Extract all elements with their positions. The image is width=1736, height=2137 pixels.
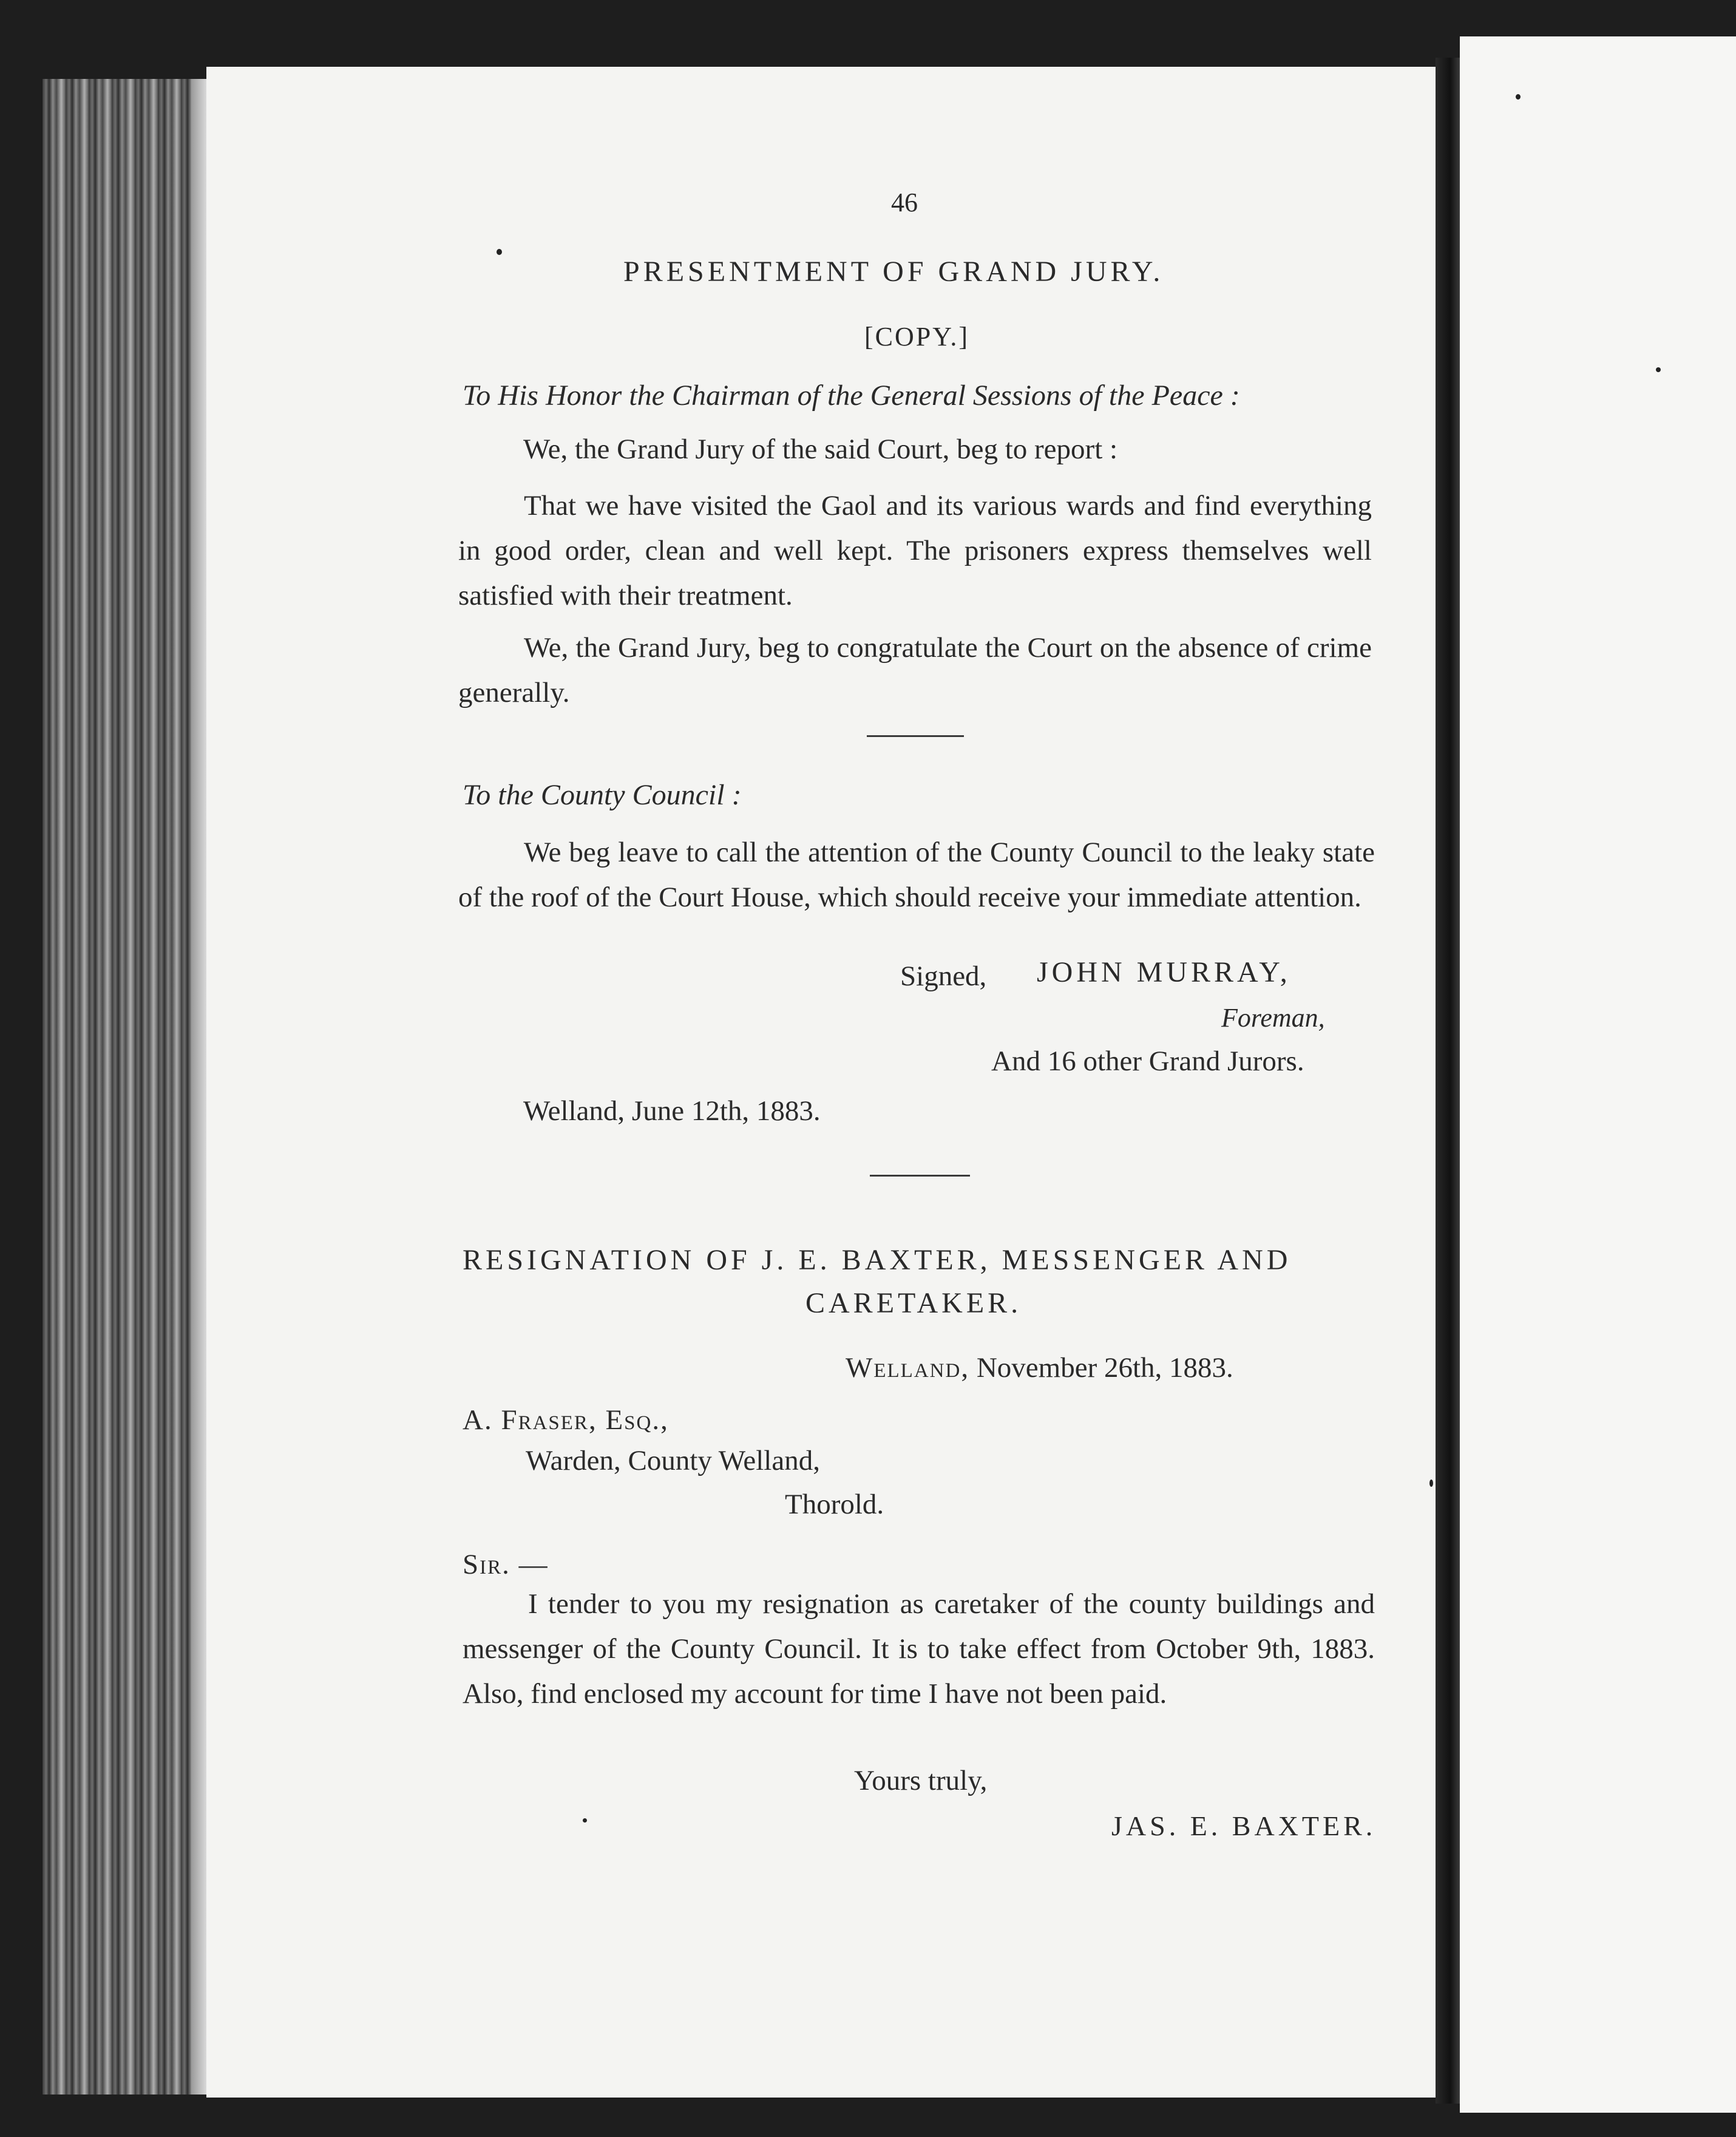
section-title-resignation: RESIGNATION OF J. E. BAXTER, MESSENGER AND — [463, 1244, 1292, 1276]
page-number: 46 — [891, 188, 918, 217]
signer-role: Foreman, — [1221, 1003, 1325, 1033]
addressee-name: A. Fraser, Esq., — [463, 1404, 669, 1436]
facing-page — [1460, 36, 1736, 2113]
section-divider — [870, 1175, 970, 1177]
addressee-title: Warden, County Welland, — [526, 1445, 820, 1476]
address-county-council: To the County Council : — [463, 779, 742, 811]
copy-note: [COPY.] — [864, 322, 970, 352]
letter-signature: JAS. E. BAXTER. — [1111, 1810, 1377, 1841]
letter-date: November 26th, 1883. — [976, 1352, 1233, 1384]
address-chairman: To His Honor the Chairman of the General Sessions of the Peace : — [463, 379, 1240, 412]
letter-closing: Yours truly, — [854, 1765, 988, 1796]
addressee-place: Thorold. — [785, 1489, 884, 1520]
book-gutter — [1436, 58, 1460, 2104]
section-title-presentment: PRESENTMENT OF GRAND JURY. — [623, 256, 1164, 288]
section-divider — [867, 735, 964, 737]
signer-name: JOHN MURRAY, — [1037, 956, 1291, 988]
scan-speck — [1656, 367, 1661, 372]
paragraph-gaol: That we have visited the Gaol and its various wards and find everything in good order, clean and well kept. The prisoners express themselves well satisfied with their treatment. — [458, 490, 1372, 611]
paragraph-congratulate: We, the Grand Jury, beg to congratulate the Court on the absence of crime generally. — [458, 632, 1372, 708]
place-date-welland: Welland, June 12th, 1883. — [523, 1095, 821, 1127]
scan-speck — [1516, 94, 1521, 100]
paragraph-roof: We beg leave to call the attention of the County Council to the leaky state of the roof of the Court House, which should receive your immediate attention. — [458, 837, 1375, 913]
scan-speck — [497, 249, 502, 255]
section-title-resignation-cont: CARETAKER. — [805, 1287, 1022, 1319]
letter-salutation: Sir. — — [463, 1549, 549, 1580]
other-jurors: And 16 other Grand Jurors. — [991, 1045, 1304, 1077]
page-edge-stack — [42, 79, 209, 2095]
paragraph-report: We, the Grand Jury of the said Court, beg to report : — [523, 433, 1118, 465]
scan-speck — [583, 1818, 587, 1823]
letter-place: Welland, — [846, 1352, 970, 1384]
scan-speck — [1429, 1480, 1433, 1487]
signed-label: Signed, — [900, 960, 987, 992]
letter-dateline — [846, 1354, 1233, 1382]
book-page-46 — [206, 67, 1436, 2098]
letter-body: I tender to you my resignation as caretaker of the county buildings and messenger of the County Council. It is to take effect from October 9th, 1883. Also, find enclosed my account for time I have not been paid. — [463, 1588, 1375, 1710]
